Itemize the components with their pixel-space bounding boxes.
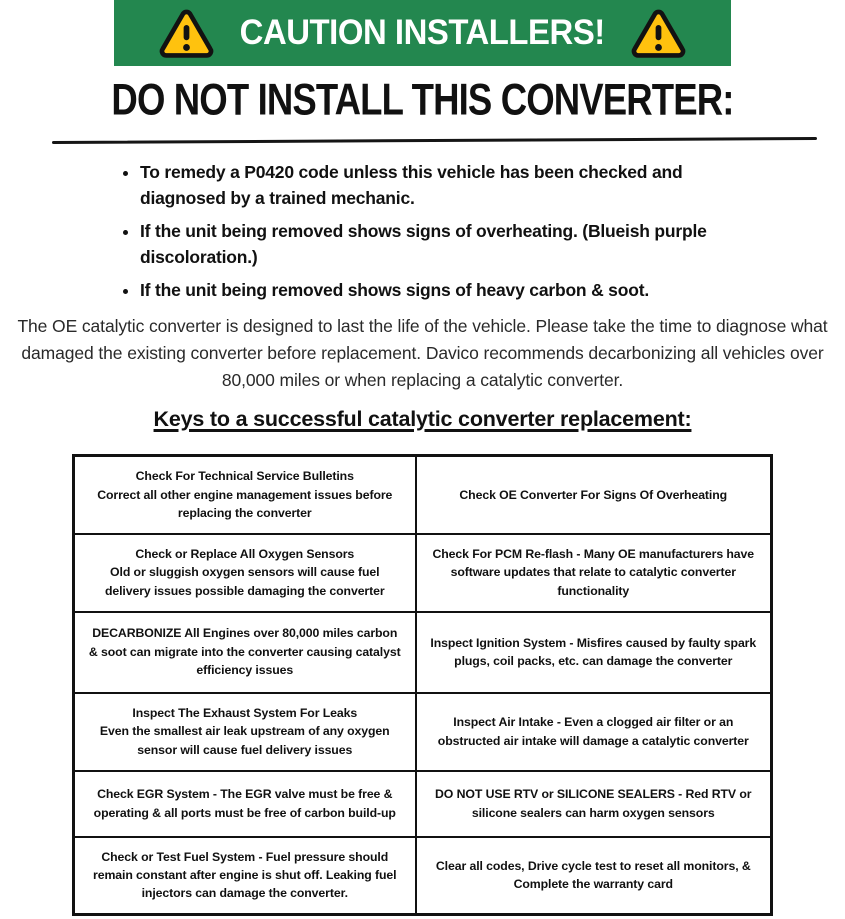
- keys-heading: [0, 407, 845, 432]
- page-title: DO NOT INSTALL THIS CONVERTER:: [111, 74, 734, 124]
- table-cell: DO NOT USE RTV or SILICONE SEALERS - Red RTV or silicone sealers can harm oxygen sensors: [416, 771, 772, 837]
- table-row: [74, 693, 772, 771]
- warning-triangle-icon: [159, 9, 214, 58]
- caution-banner: [114, 0, 731, 66]
- table-row: [74, 771, 772, 837]
- warning-triangle-icon: [631, 9, 686, 58]
- table-row: [74, 534, 772, 612]
- table-cell: Check OE Converter For Signs Of Overheating: [416, 456, 772, 534]
- table-cell: Check EGR System - The EGR valve must be free & operating & all ports must be free of carbon build-up: [74, 771, 416, 837]
- table-cell: Check or Replace All Oxygen Sensors Old or sluggish oxygen sensors will cause fuel delivery issues possible damaging the converter: [74, 534, 416, 612]
- table-cell: Check For PCM Re-flash - Many OE manufacturers have software updates that relate to catalytic converter functionality: [416, 534, 772, 612]
- warning-item: • If the unit being removed shows signs of overheating. (Blueish purple discoloration.): [140, 218, 745, 270]
- banner-title: CAUTION INSTALLERS!: [239, 13, 606, 52]
- warning-list: [120, 159, 745, 303]
- table-cell: Inspect The Exhaust System For Leaks Even the smallest air leak upstream of any oxygen sensor will cause fuel delivery issues: [74, 693, 416, 771]
- intro-paragraph: The OE catalytic converter is designed to last the life of the vehicle. Please take the time to diagnose what damaged the existing converter before replacement. Davico recommends decarbonizing all vehicles over 80,000 miles or when replacing a catalytic converter.: [17, 316, 828, 390]
- table-row: [74, 456, 772, 534]
- keys-heading-text: Keys to a successful catalytic converter replacement:: [153, 407, 692, 431]
- advice-table: [72, 454, 773, 916]
- table-row: [74, 612, 772, 693]
- warning-item: • To remedy a P0420 code unless this vehicle has been checked and diagnosed by a trained mechanic.: [140, 159, 745, 211]
- table-cell: DECARBONIZE All Engines over 80,000 miles carbon & soot can migrate into the converter causing catalyst efficiency issues: [74, 612, 416, 693]
- table-cell: Inspect Ignition System - Misfires caused by faulty spark plugs, coil packs, etc. can damage the converter: [416, 612, 772, 693]
- table-cell: Clear all codes, Drive cycle test to reset all monitors, & Complete the warranty card: [416, 837, 772, 915]
- warning-item: • If the unit being removed shows signs of heavy carbon & soot.: [140, 277, 745, 303]
- table-row: [74, 837, 772, 915]
- table-cell: Check or Test Fuel System - Fuel pressure should remain constant after engine is shut off. Leaking fuel injectors can damage the converter.: [74, 837, 416, 915]
- table-cell: Check For Technical Service Bulletins Correct all other engine management issues before replacing the converter: [74, 456, 416, 534]
- table-cell: Inspect Air Intake - Even a clogged air filter or an obstructed air intake will damage a catalytic converter: [416, 693, 772, 771]
- divider-line: [52, 137, 817, 144]
